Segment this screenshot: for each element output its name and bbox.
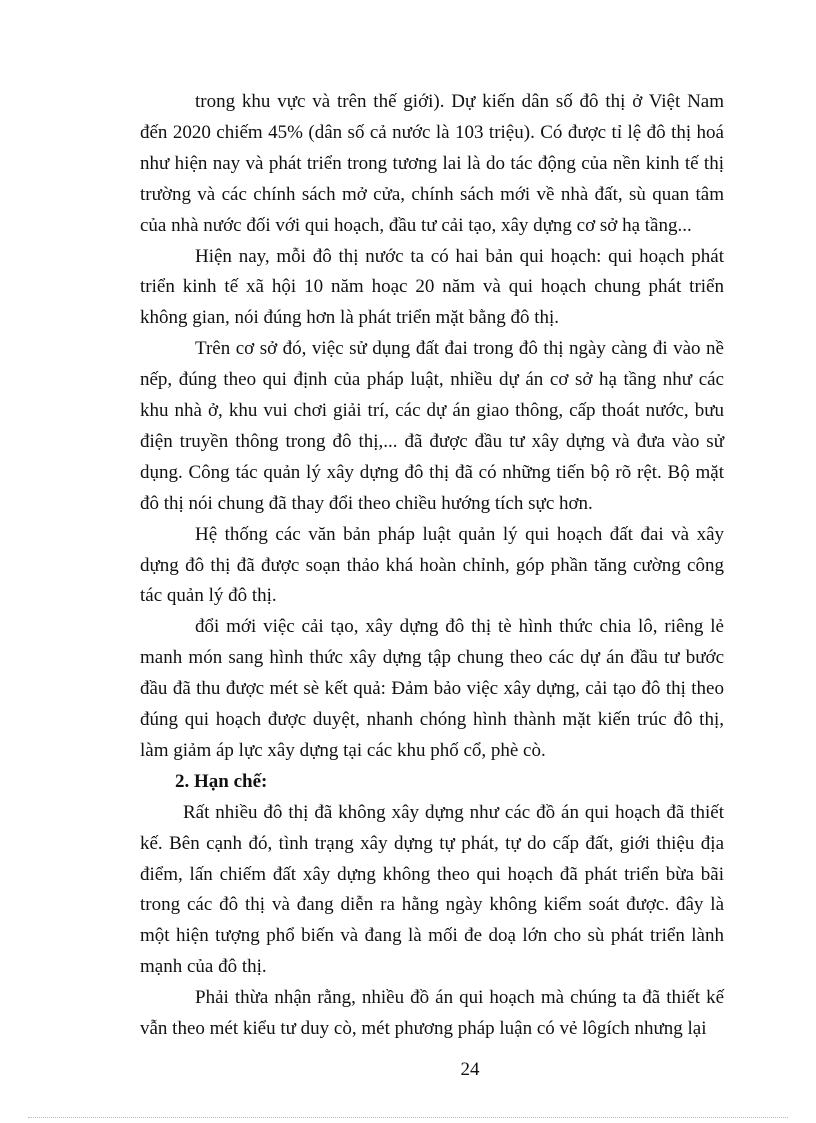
paragraph-5-line-2: manh món sang hình thức xây dựng tập chung theo các dự án đầu tư bước — [140, 647, 724, 669]
page-bottom-divider — [28, 1117, 788, 1118]
paragraph-5-line-1: đổi mới việc cải tạo, xây dựng đô thị tè hình thức chia lô, riêng lẻ — [195, 616, 724, 638]
paragraph-1-line-5: của nhà nước đối với qui hoạch, đầu tư cải tạo, xây dựng cơ sở hạ tầng... — [140, 214, 692, 236]
paragraph-3-line-6: đô thị nói chung đã thay đổi theo chiều hướng tích sực hơn. — [140, 492, 593, 514]
paragraph-5-line-5: làm giảm áp lực xây dựng tại các khu phố cổ, phè cò. — [140, 739, 546, 761]
section-heading: 2. Hạn chế: — [175, 770, 268, 792]
paragraph-4-line-2: dựng đô thị đã được soạn thảo khá hoàn chỉnh, góp phần tăng cường công — [140, 554, 724, 576]
paragraph-4-line-1: Hệ thống các văn bản pháp luật quản lý qui hoạch đất đai và xây — [195, 523, 724, 545]
paragraph-1-line-1: trong khu vực và trên thế giới). Dự kiến dân số đô thị ở Việt Nam — [195, 91, 724, 112]
paragraph-1-line-3: như hiện nay và phát triển trong tương lai là do tác động của nền kinh tế thị — [140, 152, 724, 174]
paragraph-5-line-4: đúng qui hoạch được duyệt, nhanh chóng hình thành mặt kiến trúc đô thị, — [140, 709, 724, 731]
paragraph-2-line-3: không gian, nói đúng hơn là phát triển mặt bằng đô thị. — [140, 307, 560, 329]
paragraph-3-line-4: điện truyền thông trong đô thị,... đã được đầu tư xây dựng và đưa vào sử — [140, 430, 724, 452]
paragraph-1-line-2: đến 2020 chiếm 45% (dân số cả nước là 103 triệu). Có được tỉ lệ đô thị hoá — [140, 121, 724, 143]
paragraph-2-line-1: Hiện nay, mỗi đô thị nước ta có hai bản qui hoạch: qui hoạch phát — [195, 245, 724, 267]
paragraph-1-line-4: trường và các chính sách mở cửa, chính sách mới về nhà đất, sù quan tâm — [140, 183, 724, 205]
paragraph-7-line-1: Phải thừa nhận rằng, nhiều đồ án qui hoạch mà chúng ta đã thiết kế — [195, 987, 724, 1009]
paragraph-6-line-3: điểm, lấn chiếm đất xây dựng không theo qui hoạch đã phát triển bừa bãi — [140, 863, 724, 885]
paragraph-2-line-2: triển kinh tế xã hội 10 năm hoạc 20 năm và qui hoạch chung phát triển — [140, 276, 724, 298]
paragraph-3-line-1: Trên cơ sở đó, việc sử dụng đất đai trong đô thị ngày càng đi vào nề — [195, 338, 724, 360]
paragraph-6-line-5: một hiện tượng phổ biến và đang là mối đe doạ lớn cho sù phát triển lành — [140, 925, 724, 947]
paragraph-3-line-3: khu nhà ở, khu vui chơi giải trí, các dự án giao thông, cấp thoát nước, bưu — [140, 400, 724, 422]
paragraph-6-line-4: trong các đô thị và đang diễn ra hằng ngày không kiểm soát được. đây là — [140, 894, 724, 916]
paragraph-3-line-5: dụng. Công tác quản lý xây dựng đô thị đã có những tiến bộ rõ rệt. Bộ mặt — [140, 461, 724, 483]
paragraph-7-line-2: vẫn theo mét kiểu tư duy cò, mét phương pháp luận có vẻ lôgích nhưng lại — [140, 1018, 707, 1040]
paragraph-6-line-1: Rất nhiều đô thị đã không xây dựng như các đồ án qui hoạch đã thiết — [183, 801, 724, 823]
paragraph-5-line-3: đầu đã thu được mét sè kết quả: Đảm bảo việc xây dựng, cải tạo đô thị theo — [140, 678, 724, 700]
paragraph-4-line-3: tác quản lý đô thị. — [140, 585, 277, 607]
page-number: 24 — [460, 1059, 480, 1080]
paragraph-6-line-6: mạnh của đô thị. — [140, 956, 267, 978]
paragraph-3-line-2: nếp, đúng theo qui định của pháp luật, nhiều dự án cơ sở hạ tầng như các — [140, 369, 724, 391]
paragraph-6-line-2: kế. Bên cạnh đó, tình trạng xây dựng tự phát, tự do cấp đất, giới thiệu địa — [140, 832, 724, 854]
